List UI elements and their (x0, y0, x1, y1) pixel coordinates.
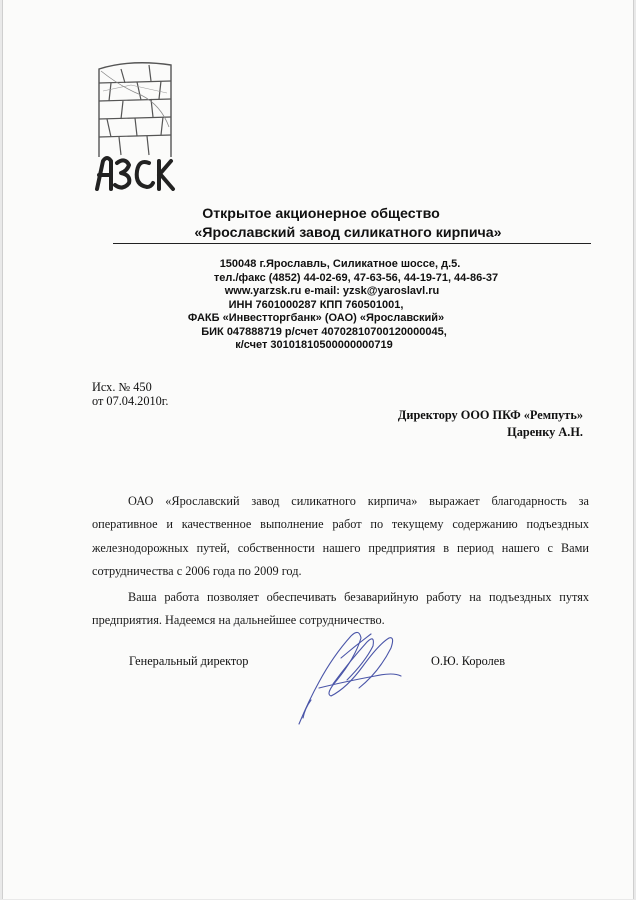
header-divider (113, 243, 591, 244)
requisite-web: www.yarzsk.ru e-mail: yzsk@yaroslavl.ru (224, 285, 440, 297)
body-paragraph-1: ОАО «Ярославский завод силикатного кирпича» выражает благодарность за оперативное и качественное выполнение работ по текущему содержанию подъездных железнодорожных путей, собственности нашего предприятия в период нашего с Вами сотрудничества с 2006 года по 2009 год. (92, 494, 589, 578)
letter-page (2, 0, 634, 899)
requisite-address: 150048 г.Ярославль, Силикатное шоссе, д.5. (219, 258, 461, 270)
requisite-bank: ФАКБ «Инвестторгбанк» (ОАО) «Ярославский» (187, 312, 445, 324)
company-logo (91, 57, 177, 191)
addressee-name: Царенку А.Н. (507, 425, 583, 439)
org-type-heading: Открытое акционерное общество (202, 206, 440, 222)
requisite-phone: тел./факс (4852) 44-02-69, 47-63-56, 44-19-71, 44-86-37 (213, 271, 499, 284)
requisite-bik: БИК 047888719 р/счет 40702810700120000045, (201, 325, 447, 338)
outgoing-date: от 07.04.2010г. (92, 394, 169, 408)
signatory-name: О.Ю. Королев (431, 654, 506, 668)
handwritten-signature (289, 618, 407, 726)
addressee-position: Директору ООО ПКФ «Ремпуть» (397, 408, 583, 422)
letter-body (92, 490, 589, 633)
org-name-heading: «Ярославский завод силикатного кирпича» (194, 225, 502, 241)
outgoing-number: Исх. № 450 (92, 380, 152, 394)
requisite-corr-account: к/счет 30101810500000000719 (235, 339, 393, 351)
requisite-inn: ИНН 7601000287 КПП 760501001, (228, 298, 404, 311)
signatory-title: Генеральный директор (129, 654, 249, 668)
body-paragraph-2: Ваша работа позволяет обеспечивать безаварийную работу на подъездных путях предприятия. Надеемся на дальнейшее сотрудничество. (92, 590, 589, 628)
